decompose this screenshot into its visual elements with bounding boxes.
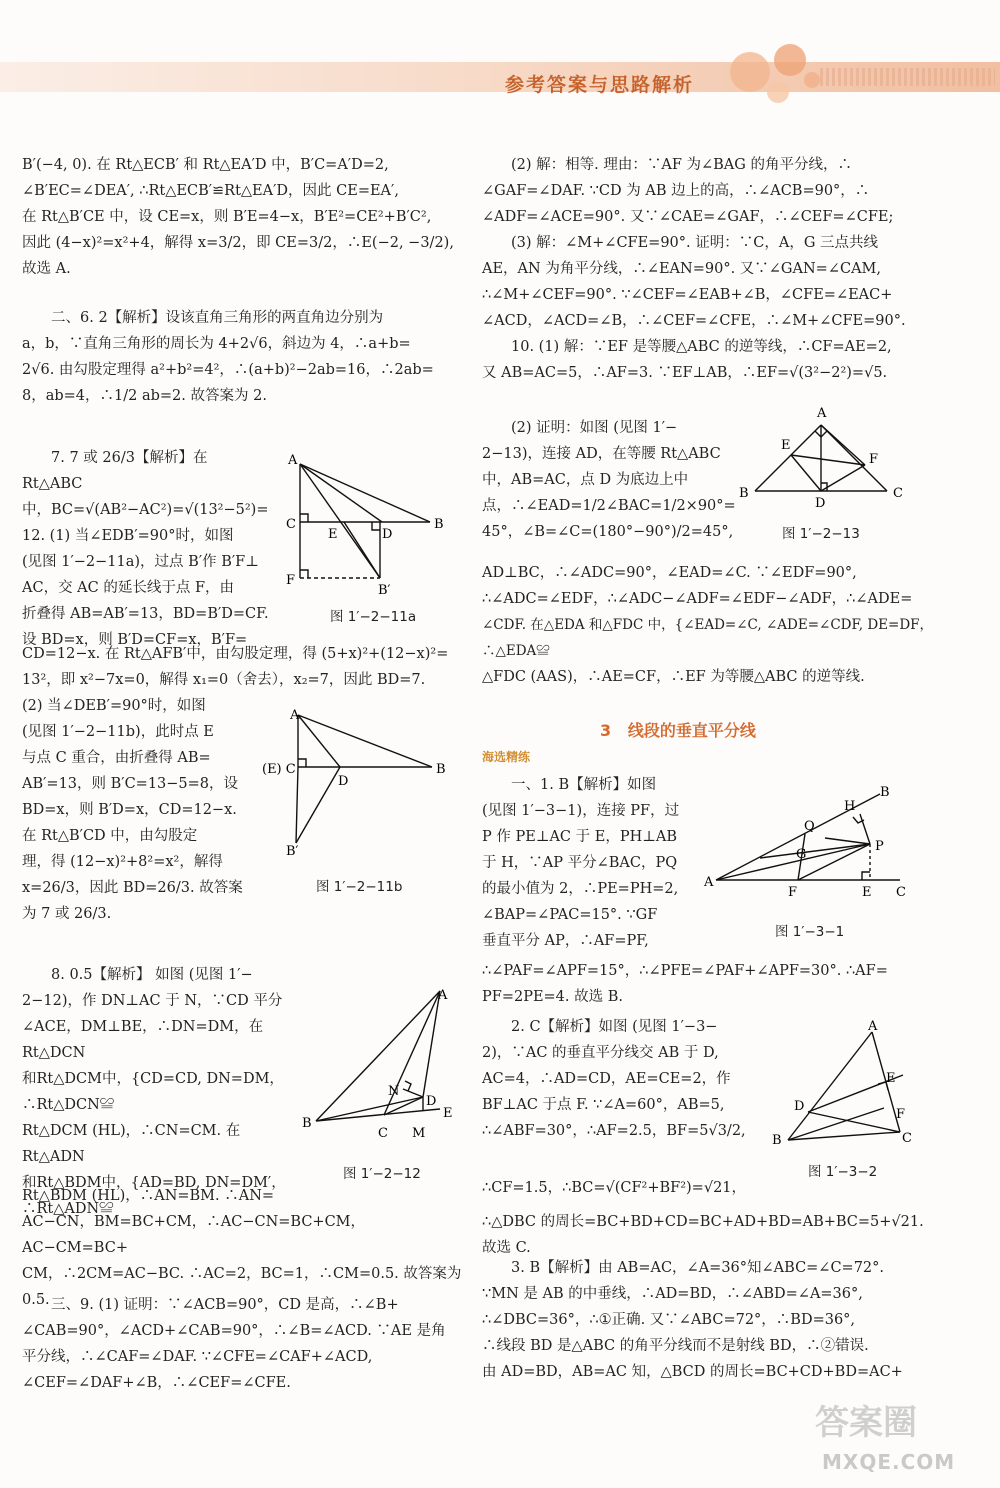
figure-1-2-12: [298, 985, 458, 1143]
figure-label: N: [388, 1084, 400, 1099]
figure-label: C: [286, 517, 296, 532]
text-line: ∵MN 是 AB 的中垂线，∴AD=BD，∴∠ABD=∠A=36°,: [482, 1286, 863, 1302]
text-line: ∴∠PAF=∠APF=15°，∴∠PFE=∠PAF+∠APF=30°. ∴AF=: [482, 963, 888, 979]
text-line: 二、6. 2【解析】设该直角三角形的两直角边分别为: [51, 310, 384, 326]
right-block-4a: [482, 772, 707, 954]
text-line: 在 Rt△B′CE 中，设 CE=x，则 B′E=4−x，B′E²=CE²+B′C²,: [22, 209, 432, 225]
right-block-5a: [482, 1014, 762, 1144]
text-line: (见图 1′−3−1)，连接 PF，过: [482, 803, 680, 819]
right-block-2: [482, 415, 737, 545]
text-line: PF=2PE=4. 故选 B.: [482, 989, 623, 1005]
text-line: 和Rt△BDM中，{AD=BD, DN=DM′，∴Rt△ADN≌: [22, 1175, 286, 1217]
text-line: 10. (1) 解：∵EF 是等腰△ABC 的逆等线，∴CF=AE=2,: [511, 339, 892, 355]
figure-1-3-2: [768, 1020, 918, 1152]
text-line: (2) 当∠DEB′=90°时，如图: [22, 698, 206, 714]
figure-label: E: [328, 527, 338, 542]
text-line: (2) 证明：如图 (见图 1′−: [511, 420, 678, 436]
text-line: ∠ACE，DM⊥BE，∴DN=DM，在Rt△DCN: [22, 1019, 264, 1061]
figure-label: D: [815, 496, 826, 511]
figure-label: D: [338, 774, 349, 789]
text-line: BF⊥AC 于点 F. ∵∠A=60°，AB=5,: [482, 1097, 725, 1113]
text-line: P 作 PE⊥AC 于 E，PH⊥AB: [482, 829, 677, 845]
left-block-2: [22, 305, 462, 409]
text-line: AE，AN 为角平分线，∴∠EAN=90°. 又∵∠GAN=∠CAM,: [482, 261, 881, 277]
text-line: 8，ab=4，∴1/2 ab=2. 故答案为 2.: [22, 388, 267, 404]
text-line: △FDC (AAS)，∴AE=CF，∴EF 为等腰△ABC 的逆等线.: [482, 669, 865, 685]
text-line: 45°，∠B=∠C=(180°−90°)/2=45°,: [482, 524, 734, 540]
text-line: ∴△DBC 的周长=BC+BD+CD=BC+AD+BD=AB+BC=5+√21.: [482, 1214, 924, 1230]
text-line: 13²，即 x²−7x=0，解得 x₁=0（舍去），x₂=7，因此 BD=7.: [22, 672, 426, 688]
text-line: (见图 1′−2−11a)，过点 B′作 B′F⊥: [22, 554, 259, 570]
text-line: ∠CDF. 在△EDA 和△FDC 中，{∠EAD=∠C, ∠ADE=∠CDF, DE=DF，∴△EDA≌: [482, 617, 934, 659]
figure-label: B: [739, 486, 749, 501]
figure-label: (E) C: [262, 762, 296, 777]
text-line: AC−CN，BM=BC+CM，∴AC−CN=BC+CM，AC−CM=BC+: [22, 1214, 366, 1256]
figure-caption: 图 1′−3−1: [775, 924, 845, 940]
text-line: 折叠得 AB=AB′=13，BD=B′D=CF.: [22, 606, 269, 622]
text-line: 于 H，∵AP 平分∠BAC，PQ: [482, 855, 678, 871]
figure-label: A: [817, 406, 827, 421]
text-line: x=26/3，因此 BD=26/3. 故答案: [22, 880, 243, 896]
text-line: 又 AB=AC=5，∴AF=3. ∵EF⊥AB，∴EF=√(3²−2²)=√5.: [482, 365, 888, 381]
text-line: ∠GAF=∠DAF. ∵CD 为 AB 边上的高，∴∠ACB=90°，∴: [482, 183, 870, 199]
text-line: 的最小值为 2，∴PE=PH=2,: [482, 881, 679, 897]
text-line: 与点 C 重合，由折叠得 AB=: [22, 750, 211, 766]
figure-label: B: [436, 762, 446, 777]
figure-caption: 图 1′−2−11b: [316, 879, 403, 895]
text-line: ∠BAP=∠PAC=15°. ∵GF: [482, 907, 658, 923]
figure-label: Q: [804, 819, 815, 834]
text-line: AC，交 AC 的延长线于点 F，由: [22, 580, 235, 596]
text-line: 8. 0.5【解析】 如图 (见图 1′−: [51, 967, 253, 983]
figure-label: B′: [378, 583, 391, 598]
text-line: ∴∠ADC=∠EDF，∴∠ADC−∠ADF=∠EDF−∠ADF，∴∠ADE=: [482, 591, 913, 607]
right-block-1: [482, 152, 937, 386]
header-decoration-icon: [720, 40, 830, 110]
text-line: ∠CEF=∠DAF+∠B，∴∠CEF=∠CFE.: [22, 1375, 291, 1391]
right-block-3: [482, 560, 937, 690]
text-line: 理，得 (12−x)²+8²=x²，解得: [22, 854, 223, 870]
figure-caption: 图 1′−2−11a: [330, 609, 417, 625]
text-line: 和Rt△DCM中，{CD=CD, DN=DM，∴Rt△DCN≌: [22, 1071, 284, 1113]
text-line: 为 7 或 26/3.: [22, 906, 112, 922]
left-block-5: [22, 1292, 462, 1396]
text-line: AC=4，∴AD=CD，AE=CE=2，作: [482, 1071, 731, 1087]
text-line: 一、1. B【解析】如图: [511, 777, 657, 793]
figure-caption: 图 1′−3−2: [808, 1164, 878, 1180]
text-line: 中，BC=√(AB²−AC²)=√(13²−5²)=: [22, 502, 269, 518]
header-pattern: [820, 68, 995, 86]
text-line: Rt△DCM (HL)，∴CN=CM. 在 Rt△ADN: [22, 1123, 241, 1165]
text-line: 故选 A.: [22, 261, 71, 277]
figure-label: B: [880, 785, 890, 800]
figure-label: D: [794, 1099, 805, 1114]
left-block-3b: [22, 641, 462, 693]
figure-label: A: [438, 988, 448, 1003]
figure-1-3-1: [700, 780, 915, 900]
figure-label: C: [893, 486, 903, 501]
text-line: ∴∠DBC=36°，∴①正确. 又∵∠ABC=72°，∴BD=36°,: [482, 1312, 856, 1328]
text-line: ∠ACD，∠ACD=∠B，∴∠CEF=∠CFE，∴∠M+∠CFE=90°.: [482, 313, 906, 329]
figure-label: M: [412, 1126, 426, 1141]
figure-label: F: [286, 573, 296, 588]
text-line: 0.5.: [22, 1292, 50, 1308]
text-line: CD=12−x. 在 Rt△AFB′中，由勾股定理，得 (5+x)²+(12−x)²=: [22, 646, 449, 662]
text-line: 平分线，∴∠CAF=∠DAF. ∵∠CFE=∠CAF+∠ACD,: [22, 1349, 373, 1365]
figure-label: B: [302, 1116, 312, 1131]
figure-1-2-11a: [282, 450, 462, 600]
text-line: 2−12)，作 DN⊥AC 于 N，∵CD 平分: [22, 993, 283, 1009]
figure-label: E: [886, 1071, 896, 1086]
section-number: 3: [600, 721, 612, 740]
left-block-1: [22, 152, 462, 282]
figure-label: A: [704, 875, 714, 890]
text-line: 三、9. (1) 证明：∵∠ACB=90°，CD 是高，∴∠B+: [51, 1297, 399, 1313]
text-line: ∠B′EC=∠DEA′, ∴Rt△ECB′≌Rt△EA′D，因此 CE=EA′,: [22, 183, 399, 199]
text-line: 中，AB=AC，点 D 为底边上中: [482, 472, 689, 488]
text-line: 故选 C.: [482, 1240, 531, 1256]
text-line: ∠ADF=∠ACE=90°. 又∵∠CAE=∠GAF，∴∠CEF=∠CFE;: [482, 209, 894, 225]
text-line: 12. (1) 当∠EDB′=90°时，如图: [22, 528, 234, 544]
figure-label: D: [426, 1094, 437, 1109]
text-line: ∴CF=1.5，∴BC=√(CF²+BF²)=√21，: [482, 1180, 747, 1196]
figure-label: F: [896, 1107, 906, 1122]
text-line: CM，∴2CM=AC−BC. ∴AC=2，BC=1，∴CM=0.5. 故答案为: [22, 1266, 462, 1282]
text-line: ∠CAB=90°，∠ACD+∠CAB=90°，∴∠B=∠ACD. ∵AE 是角: [22, 1323, 446, 1339]
figure-label: E: [781, 438, 791, 453]
text-line: (见图 1′−2−11b)，此时点 E: [22, 724, 214, 740]
text-line: 2)，∵AC 的垂直平分线交 AB 于 D,: [482, 1045, 719, 1061]
right-block-6: [482, 1255, 937, 1385]
text-line: 在 Rt△B′CD 中，由勾股定: [22, 828, 198, 844]
text-line: ∴∠ABF=30°，∴AF=2.5，BF=5√3/2,: [482, 1123, 746, 1139]
text-line: Rt△BDM (HL)，∴AN=BM. ∴AN=: [22, 1188, 275, 1204]
figure-1-2-11b: [262, 705, 462, 860]
figure-label: F: [869, 452, 879, 467]
figure-label: F: [788, 885, 798, 900]
figure-label: E: [862, 885, 872, 900]
text-line: 由 AD=BD，AB=AC 知，△BCD 的周长=BC+CD+BD=AC+: [482, 1364, 903, 1380]
text-line: 7. 7 或 26/3【解析】在 Rt△ABC: [22, 450, 208, 492]
figure-label: B′: [286, 844, 299, 859]
text-line: (2) 解：相等. 理由：∵AF 为∠BAG 的角平分线，∴: [511, 157, 852, 173]
text-line: AD⊥BC，∴∠ADC=90°，∠EAD=∠C. ∵∠EDF=90°,: [482, 565, 857, 581]
text-line: 2. C【解析】如图 (见图 1′−3−: [511, 1019, 718, 1035]
text-line: 2√6. 由勾股定理得 a²+b²=4²，∴(a+b)²−2ab=16，∴2ab=: [22, 362, 434, 378]
right-block-5b: [482, 1175, 937, 1261]
text-line: 因此 (4−x)²=x²+4，解得 x=3/2，即 CE=3/2，∴E(−2, −3/2),: [22, 235, 454, 251]
text-line: 设 BD=x，则 B′D=CF=x，B′F=: [22, 632, 248, 648]
figure-label: E: [443, 1106, 453, 1121]
figure-1-2-13: [735, 405, 915, 515]
figure-label: D: [382, 527, 393, 542]
figure-label: P: [875, 839, 884, 854]
figure-label: C: [902, 1131, 912, 1146]
text-line: 垂直平分 AP，∴AF=PF,: [482, 933, 649, 949]
left-block-3c: [22, 693, 262, 927]
figure-label: A: [290, 708, 300, 723]
page-title: 参考答案与思路解析: [505, 74, 695, 96]
figure-caption: 图 1′−2−13: [782, 526, 860, 542]
left-block-3a: [22, 445, 272, 653]
figure-label: G: [796, 847, 807, 862]
text-line: ∴∠M+∠CEF=90°. ∵∠CEF=∠EAB+∠B，∠CFE=∠EAC+: [482, 287, 893, 303]
figure-label: H: [844, 799, 856, 814]
figure-label: A: [868, 1020, 878, 1034]
text-line: B′(−4, 0). 在 Rt△ECB′ 和 Rt△EA′D 中，B′C=A′D=2,: [22, 157, 389, 173]
text-line: 3. B【解析】由 AB=AC，∠A=36°知∠ABC=∠C=72°.: [511, 1260, 885, 1276]
figure-label: A: [288, 453, 298, 468]
watermark-url: MXQE.COM: [822, 1450, 956, 1474]
right-block-4b: [482, 958, 937, 1010]
text-line: (3) 解：∠M+∠CFE=90°. 证明：∵C，A，G 三点共线: [511, 235, 879, 251]
section-tag: 海选精练: [482, 750, 531, 764]
figure-label: B: [772, 1133, 782, 1148]
text-line: 点，∴∠EAD=1/2∠BAC=1/2×90°=: [482, 498, 736, 514]
watermark-logo: 答案圈: [815, 1403, 917, 1443]
section-name: 线段的垂直平分线: [627, 721, 756, 740]
figure-label: C: [378, 1126, 388, 1141]
figure-label: B: [434, 517, 444, 532]
figure-caption: 图 1′−2−12: [343, 1166, 421, 1182]
text-line: AB′=13，则 B′C=13−5=8，设: [22, 776, 239, 792]
text-line: BD=x，则 B′D=x，CD=12−x.: [22, 802, 237, 818]
figure-label: C: [896, 885, 906, 900]
text-line: ∴线段 BD 是△ABC 的角平分线而不是射线 BD，∴②错误.: [482, 1338, 869, 1354]
text-line: a，b，∵直角三角形的周长为 4+2√6，斜边为 4，∴a+b=: [22, 336, 411, 352]
text-line: 2−13)，连接 AD，在等腰 Rt△ABC: [482, 446, 721, 462]
section-title: [600, 718, 756, 741]
